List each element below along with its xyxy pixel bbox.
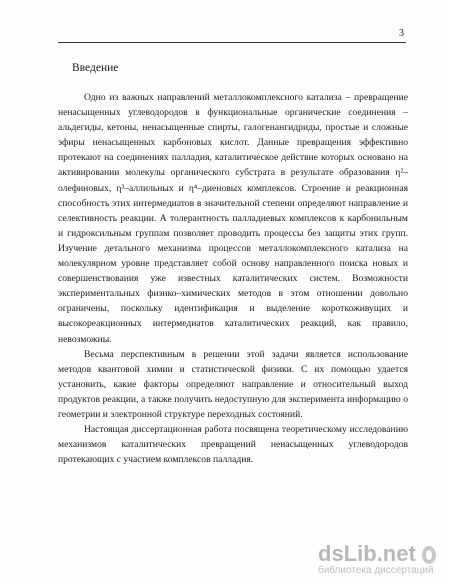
paragraph-2: Весьма перспективным в решении этой задачи является использование методов квантовой химии и статистической физики. С их помощью удается установить, какие факторы определяют направление и относительный выход продуктов реакции, а также получить недоступную для эксперимента информацию о геометрии и электронной структуре переходных состояний. (58, 348, 408, 420)
paragraph-1: Одно из важных направлений металлокомплексного катализа – превращение ненасыщенных углеводородов в функциональные органические соединения – альдегиды, кетоны, ненасыщенные спирты, галогенангидриды, простые и сложные эфиры ненасыщенных карбоновых кислот. Данные превращения эффективно протекают на соединениях палладия, каталитическое действие которых основано на активировании молекулы органического субстрата в результате образования η²–олефиновых, η³–аллильных и η⁴–диеновых комплексов. Строение и реакционная способность этих интермедиатов в значительной степени определяют направление и селективность реакции. А толерантность палладиевых комплексов к карбонильным и гидроксильным группам позволяет проводить процессы без защиты этих групп. Изучение детального механизма процессов металлокомплексного катализа на молекулярном уровне представляет собой основу направленного поиска новых и совершенствования уже известных каталитических систем. Возможности экспериментальных физико–химических методов в этом отношении довольно ограничены, поскольку идентификация и выделение короткоживущих и высокореакционных интермедиатов каталитических реакций, как правило, невозможны. (58, 92, 408, 345)
page-number: 3 (399, 28, 404, 39)
watermark-logo-text: dsLib.net (318, 541, 416, 566)
section-heading: Введение (72, 62, 119, 74)
header-rule (58, 42, 406, 43)
watermark-logo (318, 541, 436, 567)
watermark (318, 541, 436, 576)
gear-icon (422, 546, 436, 564)
paragraph-3: Настоящая диссертационная работа посвящена теоретическому исследованию механизмов каталитических превращений ненасыщенных углеводородов протекающих с участием комплексов палладия. (58, 424, 408, 466)
body-text (58, 90, 408, 467)
watermark-caption: библиотека диссертаций (318, 565, 434, 576)
